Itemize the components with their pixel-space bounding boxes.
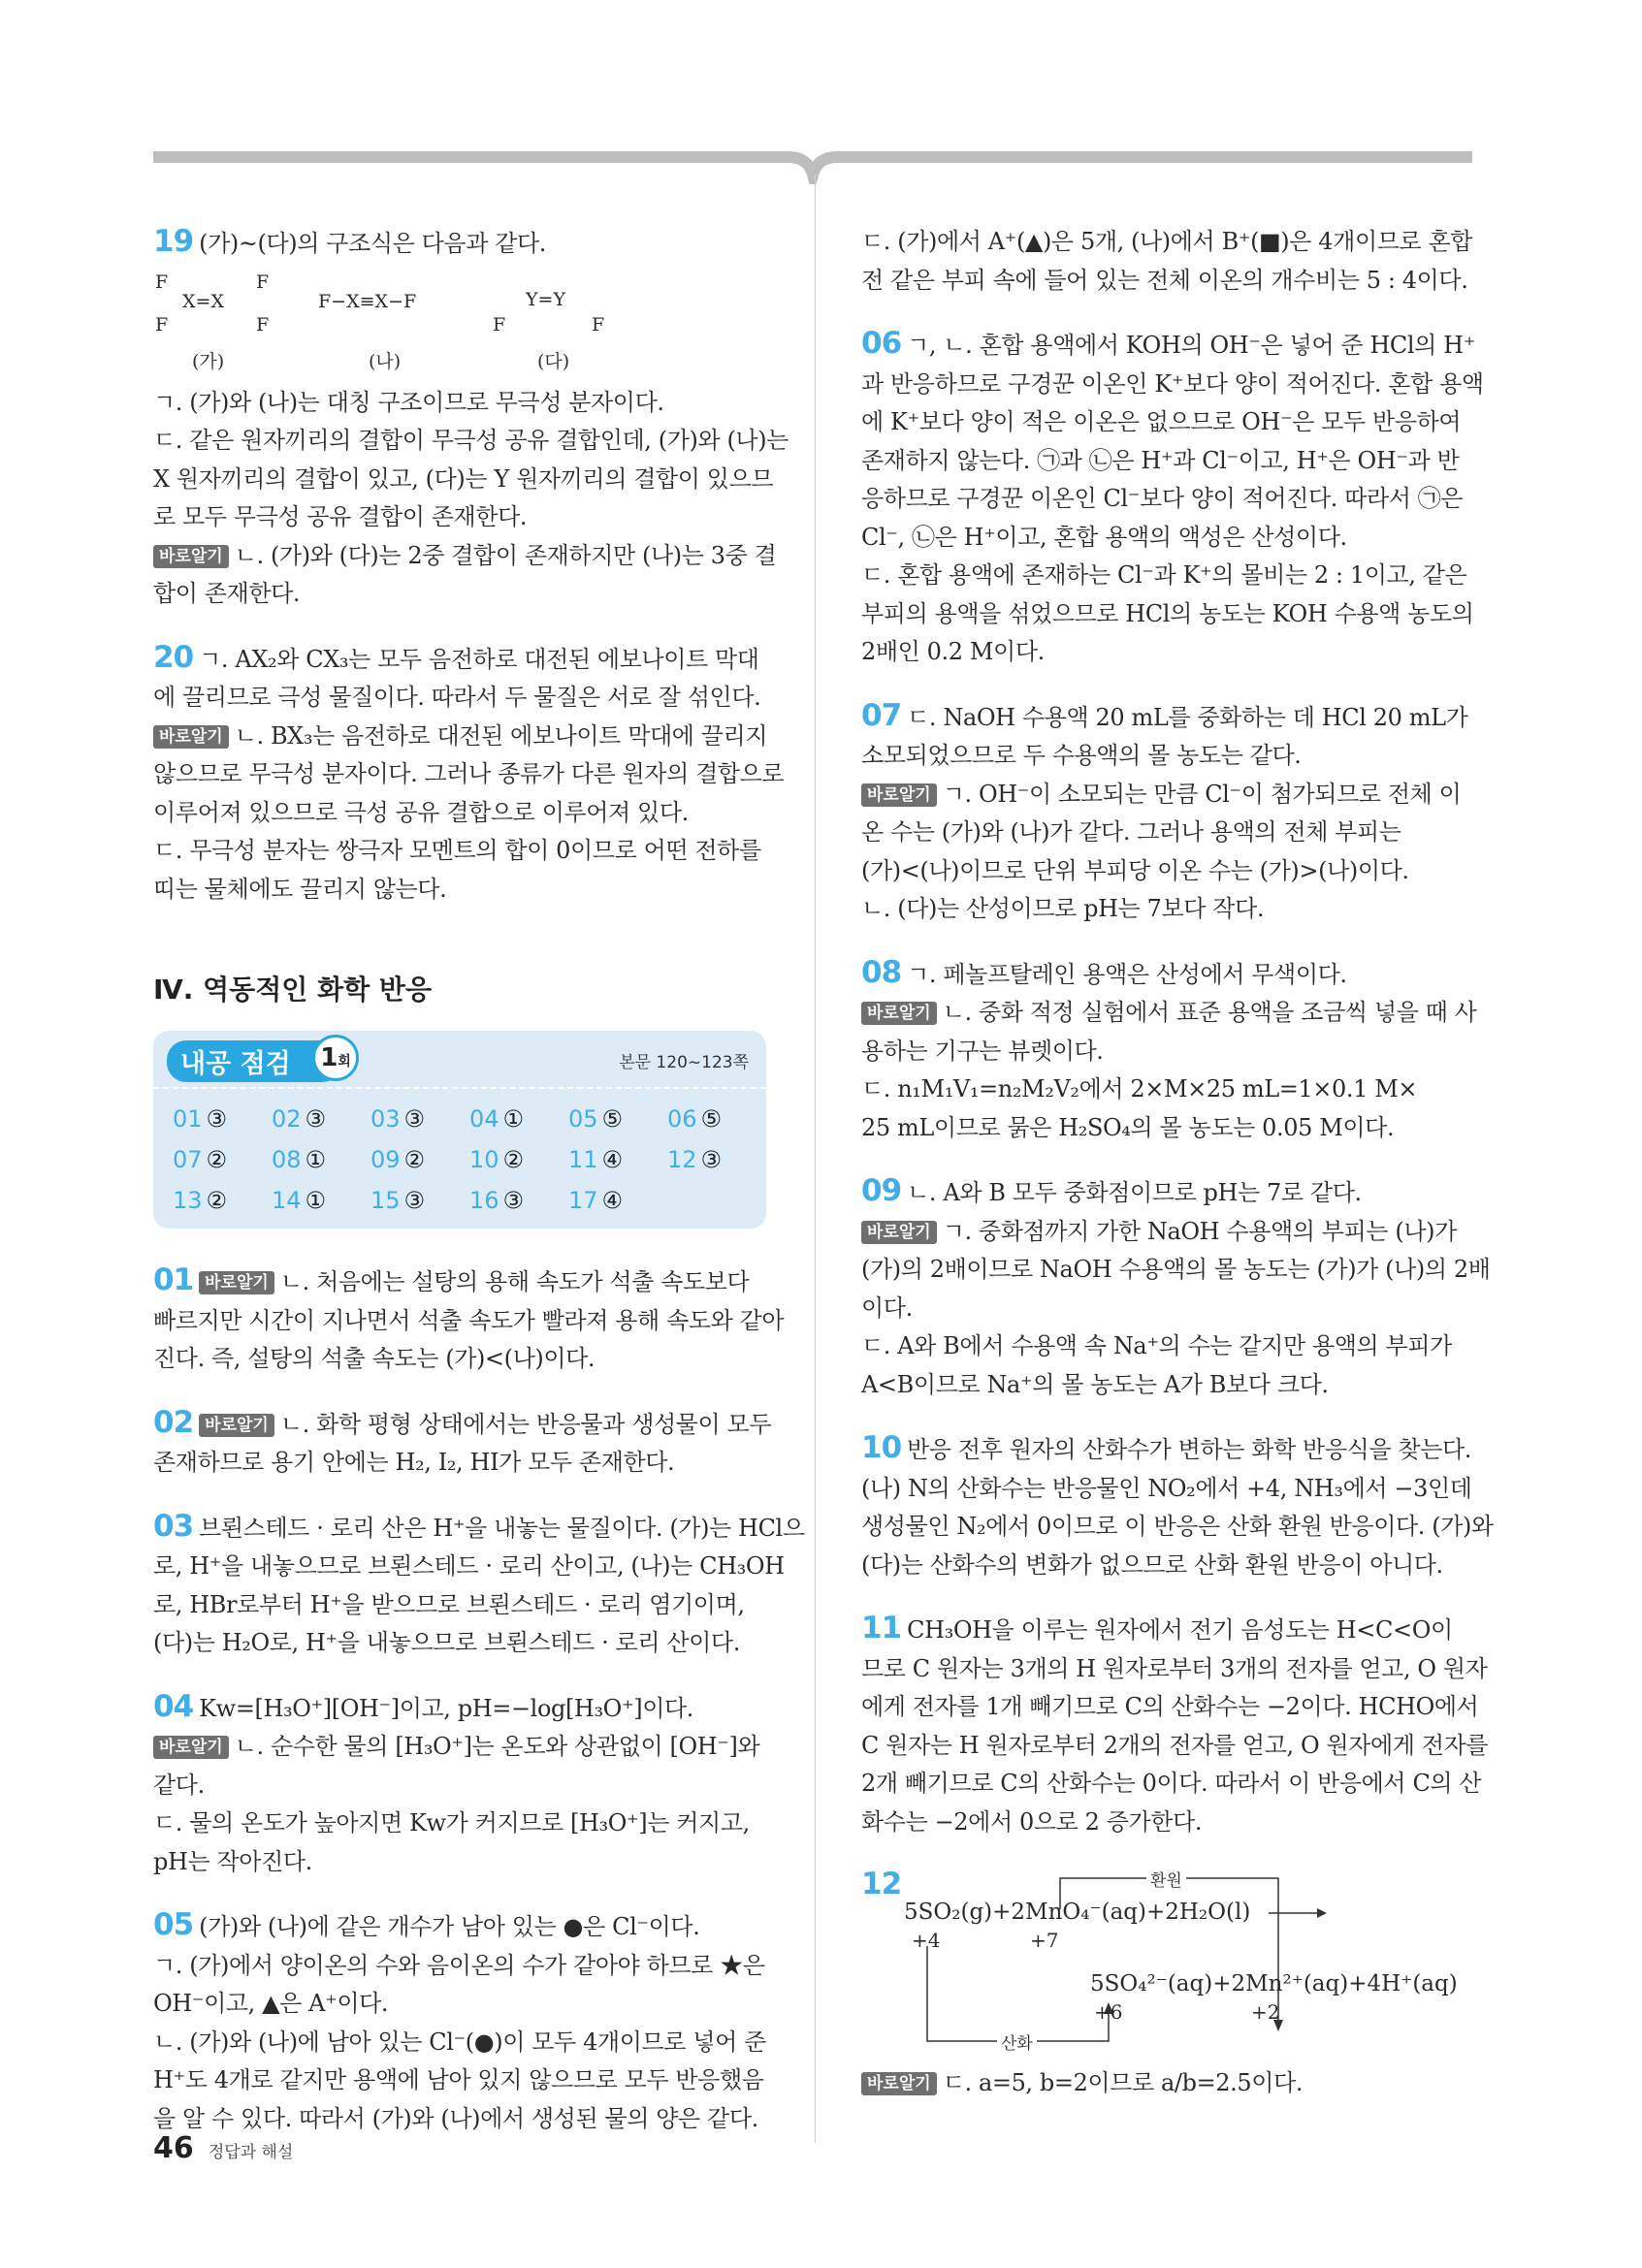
answer-key-item: 17 ④ <box>568 1187 624 1214</box>
answer-key-item: 05 ⑤ <box>568 1105 624 1133</box>
question-number: 12 <box>861 1867 902 1901</box>
answer-11: 11 CH₃OH을 이루는 원자에서 전기 음성도는 H<C<O이 므로 C 원자는 3개의 H 원자로부터 3개의 전자를 얻고, O 원자 에게 전자를 1개 빼기므로 C의 산화수는 −2이다. HCHO에서 C 원자는 H 원자로부터 2개의 전자를 얻고, O 원자에게 전자를 2개 빼기므로 C의 산화수는 0이다. 따라서 이 반응에서 C의 산 화수는 −2에서 0으로 2 증가한다. <box>861 1611 1489 1836</box>
answer-01: 01 바로알기 ㄴ. 처음에는 설탕의 용해 속도가 석출 속도보다 빠르지만 시간이 지나면서 석출 속도가 빨라져 용해 속도와 같아 진다. 즉, 설탕의 석출 속도는 (가)<(나)이다. <box>153 1262 785 1372</box>
oxidation-label: 산화 <box>997 2029 1037 2054</box>
redox-diagram <box>861 1867 1472 2054</box>
correction-badge: 바로알기 <box>153 1736 229 1759</box>
answer-05-continued: ㄷ. (가)에서 A⁺(▲)은 5개, (나)에서 B⁺(■)은 4개이므로 혼합 전 같은 부피 속에 들어 있는 전체 이온의 개수비는 5 : 4이다. <box>861 228 1473 294</box>
structural-formulas: F F X=X F F F−X≡X−F Y=Y F F (가) (나) (다) <box>155 271 605 372</box>
answer-key-item: 01 ③ <box>173 1105 228 1133</box>
answer-key-item: 08 ① <box>272 1146 327 1173</box>
answer-key-title: 내공 점검 <box>167 1040 341 1082</box>
section-heading: Ⅳ. 역동적인 화학 반응 <box>153 974 433 1006</box>
answer-03: 03 브뢴스테드 · 로리 산은 H⁺을 내놓는 물질이다. (가)는 HCl으 로, H⁺을 내놓으므로 브뢴스테드 · 로리 산이고, (나)는 CH₃OH 로, HBr로부터 H⁺을 받으므로 브뢴스테드 · 로리 염기이며, (다)는 H₂O로, H⁺을 내놓으므로 브뢴스테드 · 로리 산이다. <box>153 1508 805 1656</box>
answer-key-item: 12 ③ <box>667 1146 723 1173</box>
answer-10: 10 반응 전후 원자의 산화수가 변하는 화학 반응식을 찾는다. (나) N의 산화수는 반응물인 NO₂에서 +4, NH₃에서 −3인데 생성물인 N₂에서 0이므로 이 반응은 산화 환원 반응이다. (가)와 (다)는 산화수의 변화가 없으므로 산화 환원 반응이 아니다. <box>861 1430 1494 1579</box>
answer-grid <box>153 1089 766 1217</box>
correction-badge: 바로알기 <box>861 1221 937 1244</box>
answer-key-item: 06 ⑤ <box>667 1105 723 1133</box>
answer-key-item: 16 ③ <box>469 1187 525 1214</box>
page-number: 46 <box>153 2131 194 2165</box>
answer-key-item: 03 ③ <box>370 1105 426 1133</box>
product-equation: 5SO₄²⁻(aq)+2Mn²⁺(aq)+4H⁺(aq) <box>1090 1971 1458 1996</box>
oxidation-number-s-product: +6 <box>1094 2000 1123 2024</box>
answer-02: 02 바로알기 ㄴ. 화학 평형 상태에서는 반응물과 생성물이 모두 존재하므로 용기 안에는 H₂, I₂, HI가 모두 존재한다. <box>153 1404 772 1476</box>
label-da: (다) <box>537 350 570 372</box>
answer-05: 05 (가)와 (나)에 같은 개수가 남아 있는 ●은 Cl⁻이다. ㄱ. (가)에서 양이온의 수와 음이온의 수가 같아야 하므로 ★은 OH⁻이고, ▲은 A⁺이다. ㄴ. (가)와 (나)에 남아 있는 Cl⁻(●)이 모두 4개이므로 넣어 준 H⁺도 4개로 같지만 용액에 남아 있지 않으므로 모두 반응했음 을 알 수 있다. 따라서 (가)와 (나)에서 생성된 물의 양은 같다. <box>153 1907 766 2132</box>
correction-badge: 바로알기 <box>199 1414 274 1437</box>
answer-key-item: 07 ② <box>173 1146 228 1173</box>
answer-key-item: 14 ① <box>272 1187 327 1214</box>
round-badge: 1회 <box>312 1035 359 1081</box>
question-number: 20 <box>153 639 194 675</box>
top-rule <box>153 145 1472 184</box>
page-footer <box>153 2131 293 2165</box>
left-column <box>153 223 805 2163</box>
answer-20: 20 ㄱ. AX₂와 CX₃는 모두 음전하로 대전된 에보나이트 막대 에 끌리므로 극성 물질이다. 따라서 두 물질은 서로 잘 섞인다. 바로알기 ㄴ. BX₃는 음전하로 대전된 에보나이트 막대에 끌리지 않으므로 무극성 분자이다. 그러나 종류가 다른 원자의 결합으로 이루어져 있으므로 극성 공유 결합으로 이루어져 있다. ㄷ. 무극성 분자는 쌍극자 모멘트의 합이 0이므로 어떤 전하를 띠는 물체에도 끌리지 않는다. <box>153 639 785 903</box>
answer-12: 12 환원 5SO₂(g)+2MnO₄⁻(aq)+2H₂O(l) +4 +7 5SO₄²⁻(aq)+2Mn²⁺(aq)+4H⁺(aq) +6 +2 산화 바로알기 ㄷ. a=5, b=2이므로 a/b=2.5이다. <box>861 1867 1472 2103</box>
answer-key-box <box>153 1031 766 1229</box>
answer-09: 09 ㄴ. A와 B 모두 중화점이므로 pH는 7로 같다. 바로알기 ㄱ. 중화점까지 가한 NaOH 수용액의 부피는 (나)가 (가)의 2배이므로 NaOH 수용액의 몰 농도는 (가)가 (나)의 2배 이다. ㄷ. A와 B에서 수용액 속 Na⁺의 수는 같지만 용액의 부피가 A<B이므로 Na⁺의 몰 농도는 A가 B보다 크다. <box>861 1173 1491 1398</box>
question-number: 19 <box>153 224 194 259</box>
answer-key-item: 09 ② <box>370 1146 426 1173</box>
label-ga: (가) <box>192 350 225 372</box>
correction-badge: 바로알기 <box>153 725 229 749</box>
correction-badge: 바로알기 <box>861 2072 937 2095</box>
answer-key-item: 02 ③ <box>272 1105 327 1133</box>
oxidation-number-mn-reactant: +7 <box>1030 1929 1059 1952</box>
answer-04: 04 Kw=[H₃O⁺][OH⁻]이고, pH=−log[H₃O⁺]이다. 바로알기 ㄴ. 순수한 물의 [H₃O⁺]는 온도와 상관없이 [OH⁻]와 같다. ㄷ. 물의 온도가 높아지면 Kw가 커지므로 [H₃O⁺]는 커지고, pH는 작아진다. <box>153 1688 760 1875</box>
oxidation-number-mn-product: +2 <box>1251 2000 1280 2024</box>
right-column <box>861 223 1494 2128</box>
answer-19: 19 (가)~(다)의 구조식은 다음과 같다. F F X=X F F F−X≡X−F Y=Y F F (가) (나) (다) ㄱ. (가)와 (나)는 대칭 구조이므로 무극성 분자이다. ㄷ. 같은 원자끼리의 결합이 무극성 공유 결합인데, (가)와 (나)는 X 원자끼리의 결합이 있고, (다)는 Y 원자끼리의 결합이 있으므 로 모두 무극성 공유 결합이 존재한다. 바로알기 ㄴ. (가)와 (다)는 2중 결합이 존재하지만 (나)는 3중 결 합이 존재한다. <box>153 224 789 607</box>
correction-badge: 바로알기 <box>861 1002 937 1025</box>
answer-key-item: 11 ④ <box>568 1146 624 1173</box>
page-reference: 본문 120~123쪽 <box>619 1053 749 1072</box>
footer-label: 정답과 해설 <box>208 2143 294 2162</box>
answer-key-item: 04 ① <box>469 1105 525 1133</box>
reduction-label: 환원 <box>1146 1867 1186 1891</box>
answer-key-item: 13 ② <box>173 1187 228 1214</box>
column-divider <box>815 175 816 2143</box>
answer-key-item: 10 ② <box>469 1146 525 1173</box>
label-na: (나) <box>369 350 402 372</box>
redox-arrows <box>861 1867 1472 2051</box>
reactant-equation: 5SO₂(g)+2MnO₄⁻(aq)+2H₂O(l) <box>904 1900 1251 1925</box>
oxidation-number-s-reactant: +4 <box>912 1929 941 1952</box>
answer-06: 06 ㄱ, ㄴ. 혼합 용액에서 KOH의 OH⁻은 넣어 준 HCl의 H⁺ 과 반응하므로 구경꾼 이온인 K⁺보다 양이 적어진다. 혼합 용액 에 K⁺보다 양이 적은 이온은 없으므로 OH⁻은 모두 반응하여 존재하지 않는다. ㉠과 ㉡은 H⁺과 Cl⁻이고, H⁺은 OH⁻과 반 응하므로 구경꾼 이온인 Cl⁻보다 양이 적어진다. 따라서 ㉠은 Cl⁻, ㉡은 H⁺이고, 혼합 용액의 액성은 산성이다. ㄷ. 혼합 용액에 존재하는 Cl⁻과 K⁺의 몰비는 2 : 1이고, 같은 부피의 용액을 섞었으므로 HCl의 농도는 KOH 수용액 농도의 2배인 0.2 M이다. <box>861 326 1484 665</box>
answer-07: 07 ㄷ. NaOH 수용액 20 mL를 중화하는 데 HCl 20 mL가 소모되었으므로 두 수용액의 몰 농도는 같다. 바로알기 ㄱ. OH⁻이 소모되는 만큼 Cl⁻이 첨가되므로 전체 이 온 수는 (가)와 (나)가 같다. 그러나 용액의 전체 부피는 (가)<(나)이므로 단위 부피당 이온 수는 (가)>(나)이다. ㄴ. (다)는 산성이므로 pH는 7보다 작다. <box>861 697 1468 922</box>
correction-badge: 바로알기 <box>861 783 937 807</box>
answer-08: 08 ㄱ. 페놀프탈레인 용액은 산성에서 무색이다. 바로알기 ㄴ. 중화 적정 실험에서 표준 용액을 조금씩 넣을 때 사 용하는 기구는 뷰렛이다. ㄷ. n₁M₁V₁=n₂M₂V₂에서 2×M×25 mL=1×0.1 M× 25 mL이므로 묽은 H₂SO₄의 몰 농도는 0.05 M이다. <box>861 954 1477 1141</box>
correction-badge: 바로알기 <box>153 545 229 568</box>
answer-key-item: 15 ③ <box>370 1187 426 1214</box>
correction-badge: 바로알기 <box>199 1271 274 1294</box>
